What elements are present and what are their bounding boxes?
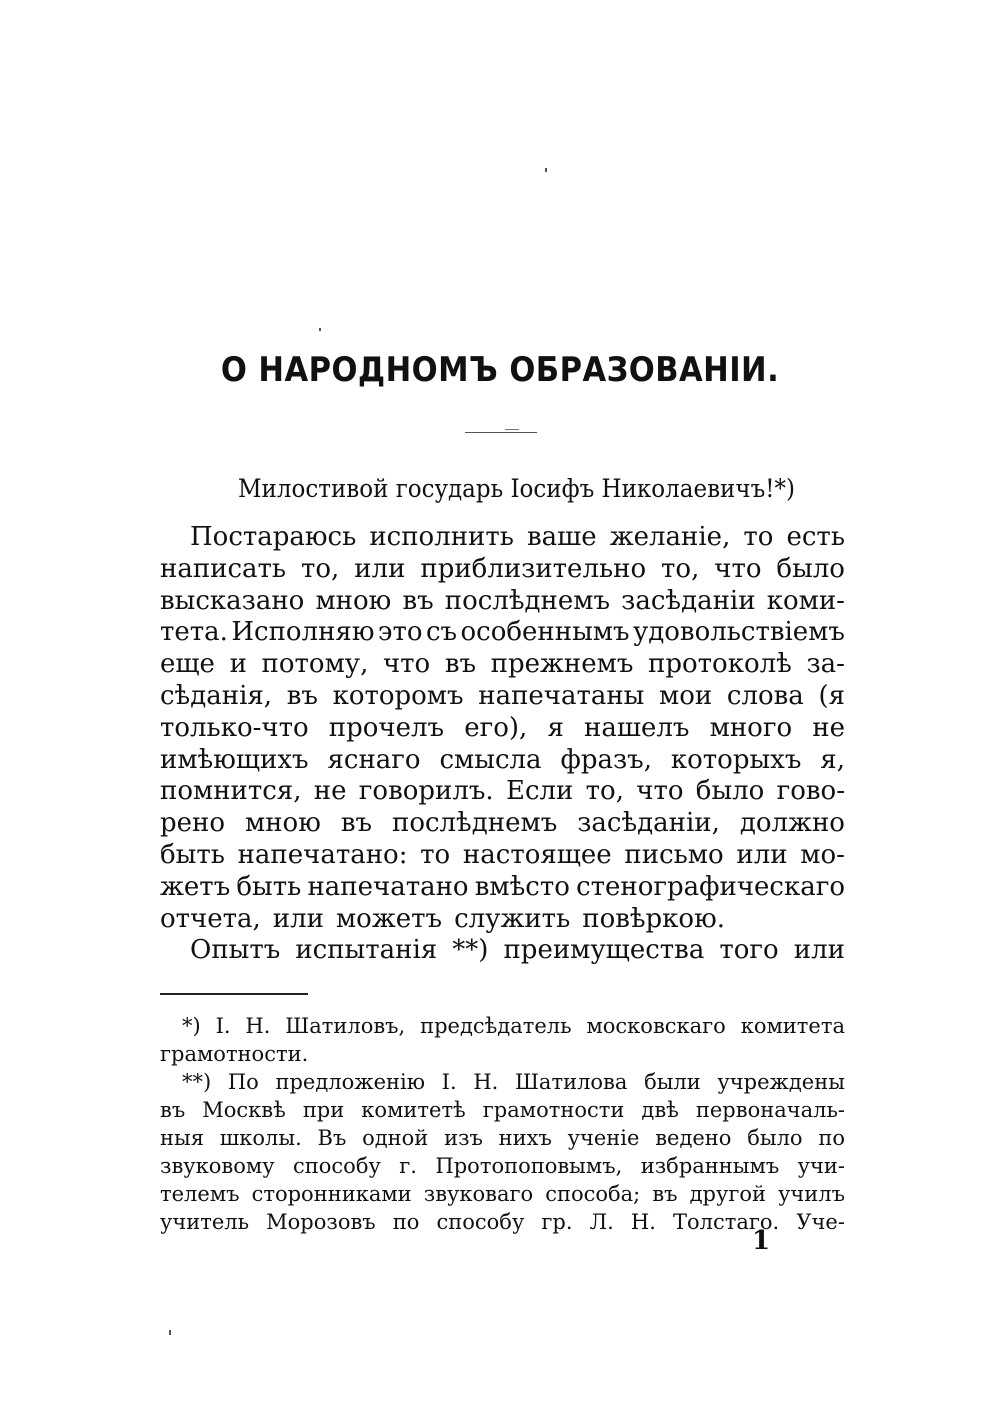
body-line: написать то, или приблизительно то, что было <box>160 553 845 584</box>
page-number: 1 <box>752 1226 771 1256</box>
body-line: жетъ быть напечатано вмѣсто стенографическаго <box>160 871 845 902</box>
footnote-line: ныя школы. Въ одной изъ нихъ ученіе ведено было по <box>160 1126 845 1150</box>
footnote-line: грамотности. <box>160 1042 309 1066</box>
body-line: рено мною въ послѣднемъ засѣданіи, должно <box>160 808 845 839</box>
letter-salutation: Милостивой государь Іосифъ Николаевичъ!*) <box>238 474 795 503</box>
footnotes <box>160 1012 845 1236</box>
footnote-line: въ Москвѣ при комитетѣ грамотности двѣ первоначаль- <box>160 1098 845 1122</box>
footnote-line: **) По предложенію І. Н. Шатилова были учреждены <box>182 1070 845 1094</box>
body-line: помнится, не говорилъ. Если то, что было гово- <box>160 776 845 807</box>
body-line: тета. Исполняю это съ особеннымъ удовольствіемъ <box>160 617 845 648</box>
body-line: сѣданія, въ которомъ напечатаны мои слова (я <box>160 680 845 711</box>
footnote-line: звуковому способу г. Протопоповымъ, избраннымъ учи- <box>160 1154 845 1178</box>
title-ornament <box>465 432 537 435</box>
body-line: высказано мною въ послѣднемъ засѣданіи коми- <box>160 585 845 616</box>
letter-body <box>160 522 845 967</box>
body-line: отчета, или можетъ служить повѣркою. <box>160 903 725 934</box>
print-speck <box>319 328 321 331</box>
print-speck <box>545 168 547 172</box>
body-line: еще и потому, что въ прежнемъ протоколѣ за- <box>160 649 845 680</box>
body-line: быть напечатано: то настоящее письмо или мо- <box>160 839 845 870</box>
footnote-rule <box>160 993 308 995</box>
footnote-line: телемъ сторонниками звуковаго способа; въ другой училъ <box>160 1182 845 1206</box>
body-line: Опытъ испытанія **) преимущества того или <box>190 935 845 966</box>
body-line: Постараюсь исполнить ваше желаніе, то есть <box>190 522 845 552</box>
body-line: имѣющихъ яснаго смысла фразъ, которыхъ я, <box>160 744 845 775</box>
print-speck <box>169 1330 171 1335</box>
body-line: только-что прочелъ его), я нашелъ много не <box>160 712 845 743</box>
footnote-line: *) І. Н. Шатиловъ, предсѣдатель московскаго комитета <box>182 1014 845 1038</box>
footnote-line: учитель Морозовъ по способу гр. Л. Н. Толстаго. Уче- <box>160 1210 845 1234</box>
page-title: О НАРОДНОМЪ ОБРАЗОВАНIИ. <box>220 350 780 390</box>
